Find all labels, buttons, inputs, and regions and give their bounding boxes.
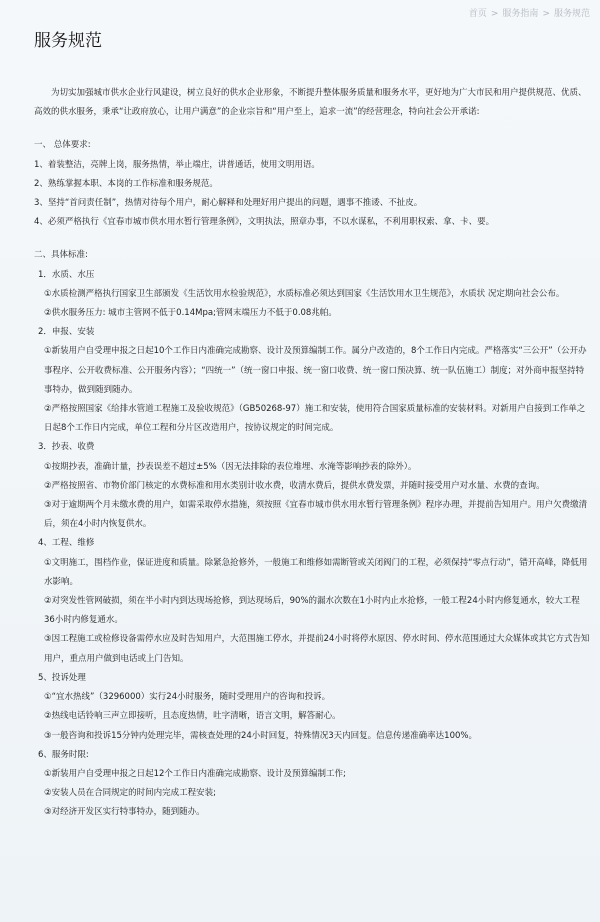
- list-item: ③对经济开发区实行特事特办，随到随办。: [44, 807, 205, 818]
- breadcrumb-separator: >: [542, 9, 550, 19]
- list-item: ②热线电话铃响三声立即接听，且态度热情，吐字清晰，语言文明，解答耐心。: [44, 711, 341, 722]
- page-title: 服务规范: [34, 31, 102, 51]
- subsection-title: 4、工程、维修: [38, 538, 95, 549]
- section-heading: 一、 总体要求:: [34, 140, 91, 151]
- list-item: ③对于逾期两个月未缴水费的用户，如需采取停水措施，须按照《宜春市城市供水用水暂行管理条例》程序办理，并提前告知用户。用户欠费缴清后，须在4小时内恢复供水。: [44, 500, 588, 530]
- breadcrumb-home-link[interactable]: 首页: [468, 9, 487, 19]
- list-item: ②严格按照国家《给排水管道工程施工及验收规范》（GB50268-97）施工和安装，使用符合国家质量标准的安装材料。对新用户自接到工作单之日起8个工作日内完成，单位工程和分片区改造用户，按协议规定的时间完成。: [44, 404, 586, 434]
- list-item: 1、着装整洁，亮牌上岗，服务热情，举止端庄，讲普通话，使用文明用语。: [34, 159, 320, 170]
- list-item: ①文明施工，围档作业，保证进度和质量。除紧急抢修外，一般施工和维修如需断管或关闭阀门的工程，必须保持“零点行动”，错开高峰，降低用水影响。: [44, 557, 588, 587]
- subsection-title: 3．抄表、收费: [38, 442, 95, 453]
- breadcrumb: [469, 6, 590, 19]
- breadcrumb-current: 服务规范: [553, 9, 590, 19]
- article-body: [34, 84, 590, 823]
- list-item: ②严格按照省、市物价部门核定的水费标准和用水类别计收水费，收清水费后，提供水费发票，并随时接受用户对水量、水费的查询。: [44, 480, 545, 491]
- intro-paragraph: 为切实加强城市供水企业行风建设，树立良好的供水企业形象，不断提升整体服务质量和服务水平，更好地为广大市民和用户提供规范、优质、高效的供水服务，秉承“让政府放心，让用户满意”的企业宗旨和“用户至上，追求一流”的经营理念，特向社会公开承诺:: [34, 88, 587, 118]
- subsection-title: 5、投诉处理: [38, 672, 86, 683]
- subsection-title: 2．申报、安装: [38, 327, 95, 338]
- breadcrumb-separator: >: [490, 9, 499, 19]
- list-item: 3、坚持“首问责任制”，热情对待每个用户，耐心解释和处理好用户提出的问题，遇事不推诿、不扯皮。: [34, 198, 423, 209]
- list-item: ①新装用户自受理申报之日起10个工作日内准确完成勘察、设计及预算编制工作。属分户改造的，8个工作日内完成。严格落实“三公开”（公开办事程序、公开收费标准、公开服务内容）；“四统一”（统一窗口申报、统一窗口收费、统一窗口预决算、统一队伍施工）制度；对外商申报坚持特事特办，做到随到随办。: [44, 346, 587, 395]
- list-item: ②供水服务压力: 城市主管网不低于0.14Mpa;管网末端压力不低于0.08兆帕。: [44, 308, 337, 319]
- breadcrumb-guide-link[interactable]: 服务指南: [502, 9, 539, 19]
- subsection-title: 1．水质、水压: [38, 269, 95, 280]
- list-item: 2、熟练掌握本职、本岗的工作标准和服务规范。: [34, 178, 218, 189]
- section-heading: 二、具体标准:: [34, 250, 88, 261]
- list-item: ③一般咨询和投诉15分钟内处理完毕，需核查处理的24小时回复，特殊情况3天内回复。信息传递准确率达100%。: [44, 730, 477, 741]
- list-item: 4、必须严格执行《宜春市城市供水用水暂行管理条例》，文明执法，照章办事，不以水谋私，不利用职权索、拿、卡、要。: [34, 217, 495, 228]
- subsection-title: 6、服务时限:: [38, 749, 89, 760]
- list-item: ①“宜水热线”（3296000）实行24小时服务，随时受理用户的咨询和投诉。: [44, 692, 331, 703]
- list-item: ③因工程施工或检修设备需停水应及时告知用户，大范围施工停水，并提前24小时将停水原因、停水时间、停水范围通过大众媒体或其它方式告知用户，重点用户做到电话或上门告知。: [44, 634, 590, 664]
- list-item: ①新装用户自受理申报之日起12个工作日内准确完成勘察、设计及预算编制工作;: [44, 768, 346, 779]
- list-item: ①按期抄表，准确计量，抄表误差不超过±5%（因无法排除的表位堆埋、水淹等影响抄表的除外）。: [44, 461, 417, 472]
- list-item: ②安装人员在合同规定的时间内完成工程安装;: [44, 788, 216, 799]
- list-item: ①水质检测严格执行国家卫生部颁发《生活饮用水检验规范》，水质标准必须达到国家《生活饮用水卫生规范》，水质状 况定期向社会公布。: [44, 288, 565, 299]
- list-item: ②对突发性管网破损，须在半小时内到达现场抢修，到达现场后，90%的漏水次数在1小时内止水抢修，一般工程24小时内修复通水，较大工程36小时内修复通水。: [44, 596, 580, 626]
